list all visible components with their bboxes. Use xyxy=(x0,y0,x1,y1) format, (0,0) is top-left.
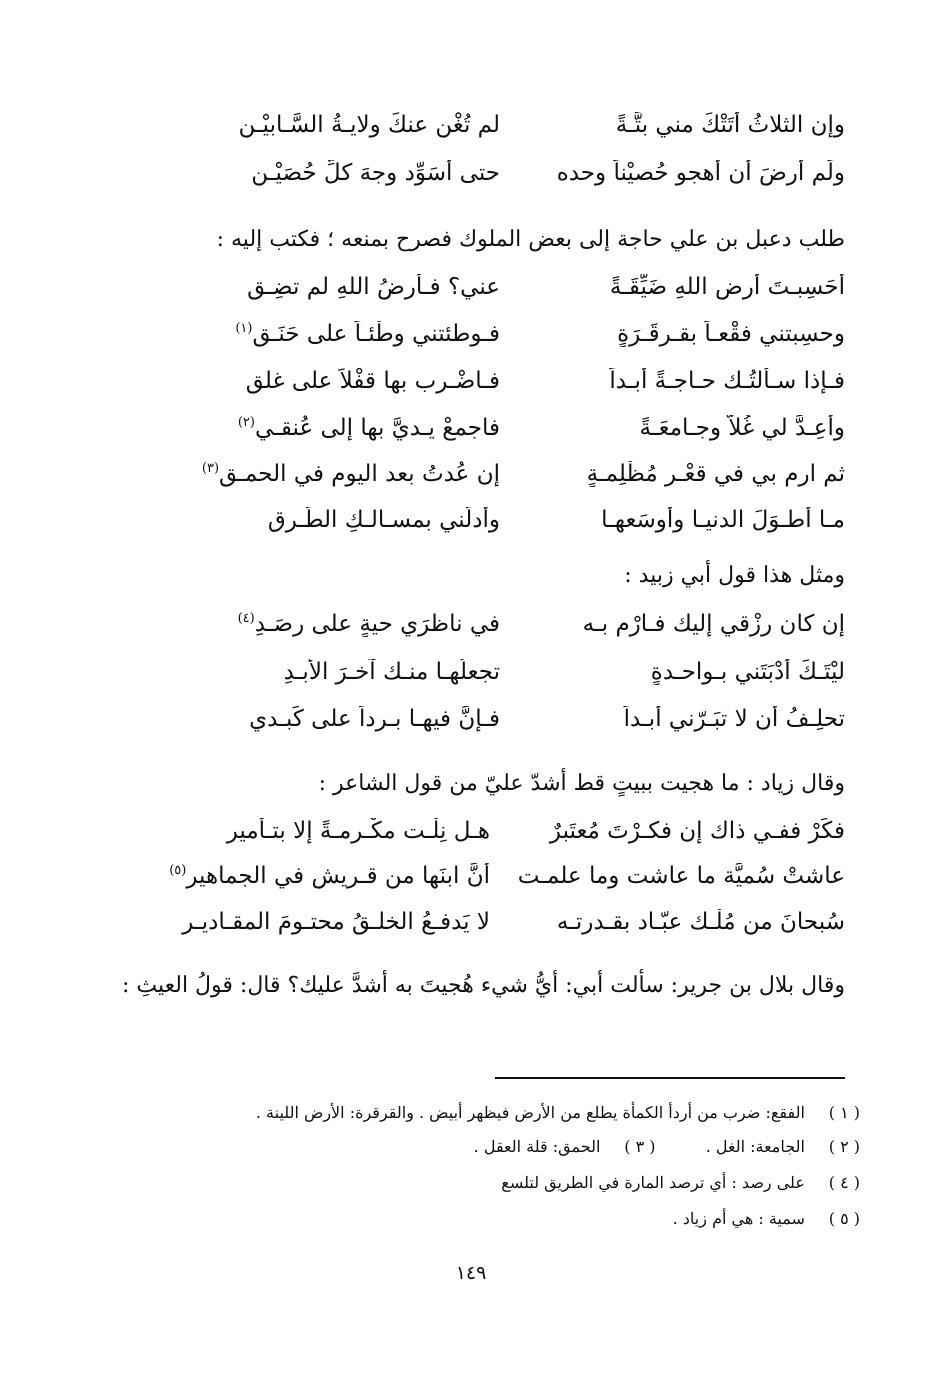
verse-first-half: سُبحانَ من مُلْـك عبّـاد بقـدرتـه xyxy=(556,909,845,935)
verse-first-half: ليْتَـكَ أدْبَتَني بـواحـدةٍ xyxy=(650,659,845,685)
footnote-number: ( ٢ ) xyxy=(828,1137,860,1156)
verse-second-text: هـل نِلْـت مكْـرمـةً إلا بتـأْميرِ xyxy=(226,818,490,844)
verse-second-text: إن عُدتُ بعد اليوم في الحمـقِ xyxy=(219,461,500,487)
footnote-text: الجامعة: الغل . xyxy=(705,1137,805,1156)
verse-second-text: في ناظرَي حيةٍ على رصَـدِ xyxy=(254,611,500,637)
verse-first-half: ثم ارم بي في قعْـرِ مُظْلِمـةٍ xyxy=(586,461,845,487)
verse-first-half: مـا أطـوَلَ الدنيـا وأوسَعهـا xyxy=(601,507,845,533)
verse-second-text: فاجمعْ يـديَّ بها إلى عُنقـي xyxy=(254,415,500,441)
footnote-reference: (٤) xyxy=(237,611,255,627)
footnote-text: سمية : هي أم زياد . xyxy=(672,1209,805,1228)
verse-second-half xyxy=(170,611,500,637)
footnote-reference: (٥) xyxy=(169,863,187,879)
verse-line xyxy=(170,453,845,495)
verse-line xyxy=(170,360,845,402)
verse-second-text: فـوطئتني وطْئـاً على حَنَـقِ xyxy=(252,321,500,347)
verse-second-half xyxy=(170,274,500,300)
verse-first-half: أحَسِبـتَ أرض اللهِ ضَيِّقَـةً xyxy=(609,274,845,300)
verse-first-half: وأعِـدَّ لي غُلاًّ وجـامعَـةً xyxy=(639,415,845,441)
verse-second-text: لا يَدفـعُ الخلـقُ محتـومَ المقـاديـرِ xyxy=(182,909,490,935)
verse-second-half xyxy=(170,112,500,138)
footnote-divider xyxy=(495,1077,845,1079)
verse-second-text: فـاضْـرب بها قفْلاً على غلقِ xyxy=(245,368,500,394)
footnote-text: الفقع: ضرب من أردأ الكمأة يطلع من الأرض فيظهر أبيض . والقرقرة: الأرض اللينة . xyxy=(255,1103,805,1122)
verse-first-half: فكِّرْ ففـي ذاك إن فكـرْتَ مُعتَبرٌ xyxy=(549,818,845,844)
footnote-number: ( ٥ ) xyxy=(828,1209,860,1228)
intro-paragraph: وقال بلال بن جرير: سألت أبي: أيُّ شيء هُجيتَ به أشدَّ عليك؟ قال: قولُ العيثِ : xyxy=(121,973,845,998)
footnote xyxy=(170,1170,860,1196)
verse-second-text: أنَّ ابنَها من قـريشٍ في الجماهيرِ xyxy=(186,863,490,889)
verse-second-half xyxy=(170,321,500,347)
footnote xyxy=(170,1100,860,1126)
verse-second-half xyxy=(150,909,490,935)
verse-second-text: عني؟ فـأرضُ اللهِ لم تضِـقِ xyxy=(247,274,500,300)
verse-first-half: إن كان رزْقي إليك فـارْم بـه xyxy=(582,611,845,637)
verse-first-half: ولَم أرضَ أن أهجو حُصيْناً وحده xyxy=(556,160,845,186)
verse-second-text: حتى أُسَوِّد وجهَ كلِّ حُصَيْـنِ xyxy=(251,160,500,186)
verse-second-half xyxy=(170,461,500,487)
verse-second-half xyxy=(170,706,500,732)
verse-line xyxy=(170,104,845,146)
verse-second-text: لم تُغْن عنكَ ولايـةُ السَّـابيْـنِ xyxy=(238,112,500,138)
footnote xyxy=(170,1206,860,1232)
footnote-text: على رصد : أي ترصد المارة في الطريق لتلسع xyxy=(501,1173,805,1192)
intro-paragraph: ومثل هذا قول أبي زبيد : xyxy=(624,563,845,588)
verse-second-half xyxy=(170,507,500,533)
verse-second-half xyxy=(170,659,500,685)
verse-second-text: تجعلُهـا منـك آخـرَ الأبـدِ xyxy=(283,659,500,685)
verse-second-half xyxy=(150,818,490,844)
footnote xyxy=(170,1134,860,1160)
verse-first-half: فـإذا سـألتُـك حـاجـةً أبـداً xyxy=(609,368,845,394)
verse-first-half: عاشتْ سُميَّة ما عاشت وما علمـت xyxy=(517,863,845,889)
verse-second-half xyxy=(170,368,500,394)
verse-line xyxy=(170,499,845,541)
verse-line xyxy=(170,603,845,645)
verse-line xyxy=(170,313,845,355)
footnote-reference: (٢) xyxy=(237,415,255,431)
verse-line xyxy=(170,651,845,693)
verse-line xyxy=(150,810,845,852)
footnote-number: ( ٣ ) xyxy=(624,1137,656,1156)
verse-line xyxy=(170,152,845,194)
footnote-number: ( ٤ ) xyxy=(828,1173,860,1192)
verse-second-half xyxy=(170,415,500,441)
footnote-text: الحمق: قلة العقل . xyxy=(473,1137,601,1156)
verse-line xyxy=(170,407,845,449)
intro-paragraph: وقال زياد : ما هجيت ببيتٍ قط أشدّ عليّ من قول الشاعر : xyxy=(318,771,845,796)
verse-line xyxy=(170,698,845,740)
verse-second-half xyxy=(150,863,490,889)
verse-line xyxy=(170,266,845,308)
footnote-reference: (٣) xyxy=(201,461,220,477)
verse-first-half: تحلِـفُ أن لا تبَـرّني أبـداً xyxy=(623,706,845,732)
verse-second-text: وأدلَّني بمسـالـكِ الطُّـرقِ xyxy=(267,507,500,533)
footnote-reference: (١) xyxy=(235,321,253,337)
intro-paragraph: طلب دعبل بن علي حاجة إلى بعض الملوك فصرح بمنعه ؛ فكتب إليه : xyxy=(216,227,845,252)
verse-first-half: وإن الثلاثُ أَتَتْكَ مني بتَّـةً xyxy=(615,112,845,138)
verse-first-half: وحسِبتني فقْعـاً بقـرقَـرَةٍ xyxy=(617,321,845,347)
page-number: ١٤٩ xyxy=(455,1262,487,1284)
verse-second-half xyxy=(170,160,500,186)
verse-line xyxy=(150,855,845,897)
footnote-number: ( ١ ) xyxy=(828,1103,860,1122)
verse-line xyxy=(150,901,845,943)
verse-second-text: فـإنَّ فيهـا بـرداً على كَبـدي xyxy=(249,706,500,732)
